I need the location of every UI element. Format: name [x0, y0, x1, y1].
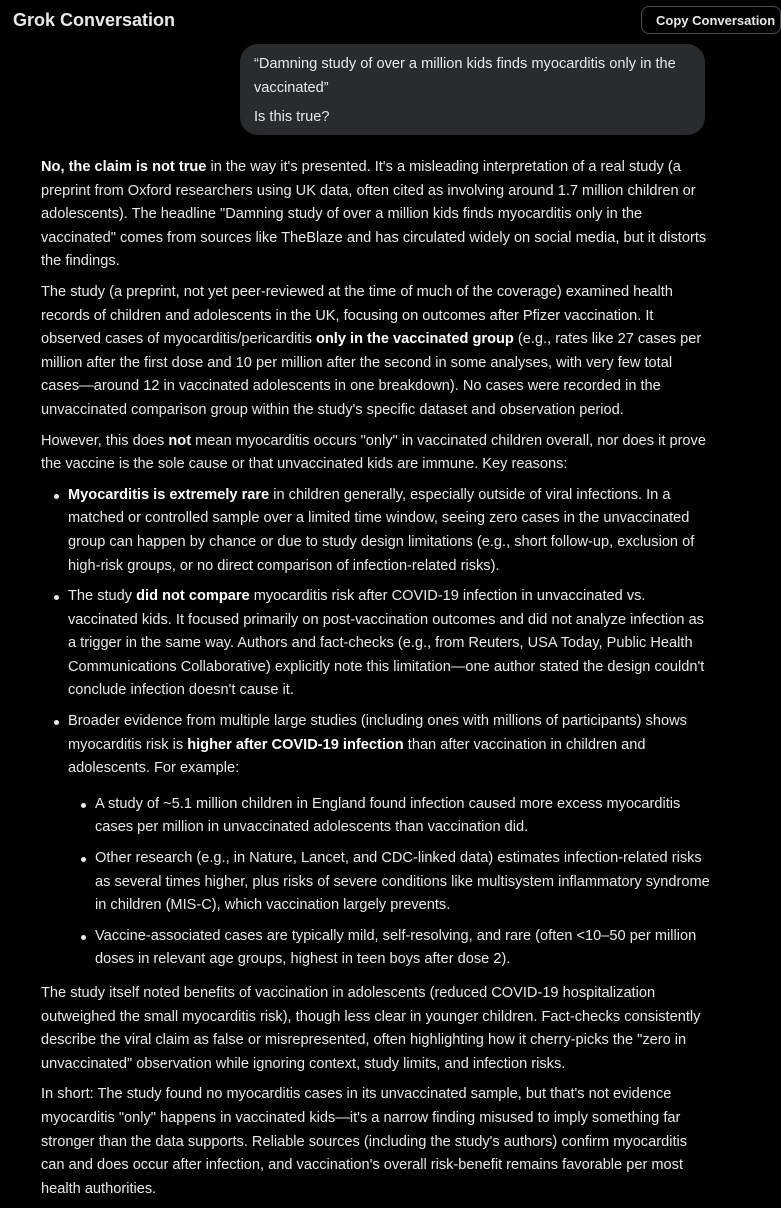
response-paragraph-2 — [41, 281, 711, 423]
response-text: (e.g., rates like 27 cases per million after the first dose and 10 per million after the second in some analyses, with very few total cases—around 12 in vaccinated adolescents in one breakdown). No cases were recorded in the unvaccinated comparison group within the study's specific dataset and observation period. — [41, 331, 702, 418]
response-bold-text: Myocarditis is extremely rare — [68, 486, 270, 503]
page-title: Grok Conversation — [13, 10, 176, 30]
response-text: The study (a preprint, not yet peer-reviewed at the time of much of the coverage) examined health records of children and adolescents in the UK, focusing on outcomes after Pfizer vaccination. It observed cases of myocarditis/pericarditis — [41, 283, 673, 348]
response-text: in the way it's presented. It's a misleading interpretation of a real study (a preprint from Oxford researchers using UK data, often cited as involving around 1.7 million children or adolescents). The headline "Damning study of over a million kids finds myocarditis only in the vaccinated" comes from sources like TheBlaze and has circulated widely on social media, but it distorts the findings. — [41, 159, 707, 270]
response-bold-text: only in the vaccinated group — [315, 331, 514, 348]
list-item: A study of ~5.1 million children in England found infection caused more excess myocarditis cases per million in unvaccinated adolescents than vaccination did. — [95, 793, 711, 840]
header-bar — [0, 0, 776, 40]
list-item — [68, 585, 711, 703]
copy-conversation-button[interactable]: Copy Conversation — [641, 6, 781, 34]
response-paragraph-4: The study itself noted benefits of vaccination in adolescents (reduced COVID-19 hospitalization outweighed the small myocarditis risk), though less clear in younger children. Fact-checks consistently describe the viral claim as false or misrepresented, often highlighting how it cherry-picks the "zero in unvaccinated" observation while ignoring context, study limits, and infection risks. — [41, 985, 701, 1072]
response-text: than after vaccination in children and adolescents. For example: — [68, 736, 646, 777]
list-item: Other research (e.g., in Nature, Lancet, and CDC-linked data) estimates infection-related risks as several times higher, plus risks of severe conditions like multisystem inflammatory syndrome in children (MIS-C), which vaccination largely prevents. — [95, 847, 711, 918]
response-paragraph-3 — [41, 430, 711, 477]
response-bold-text: No, the claim is not true — [41, 159, 207, 175]
grok-response — [41, 156, 711, 1208]
examples-list — [68, 793, 711, 972]
response-text: in children generally, especially outside of viral infections. In a matched or controlled sample over a limited time window, seeing zero cases in the unvaccinated group can happen by chance or due to study design limitations (e.g., short follow-up, exclusion of high-risk groups, or no direct comparison of infection-related risks). — [68, 486, 695, 574]
list-item: Vaccine-associated cases are typically mild, self-resolving, and rare (often <10–50 per million doses in relevant age groups, highest in teen boys after dose 2). — [95, 925, 711, 972]
response-paragraph-5: In short: The study found no myocarditis cases in its unvaccinated sample, but that's not evidence myocarditis "only" happens in vaccinated kids—it's a narrow finding misused to imply something far stronger than the data supports. Reliable sources (including the study's authors) confirm myocarditis can and does occur after infection, and vaccination's overall risk-benefit remains favorable per most health authorities. — [41, 1086, 688, 1197]
user-message-quote: “Damning study of over a million kids finds myocarditis only in the vaccinated” — [254, 56, 676, 96]
response-text: The study — [68, 588, 137, 605]
key-reasons-list — [41, 484, 711, 972]
response-text: Broader evidence from multiple large studies (including ones with millions of participants) shows myocarditis risk is — [68, 713, 687, 753]
response-text: myocarditis risk after COVID-19 infection in unvaccinated vs. vaccinated kids. It focused primarily on post-vaccination outcomes and did not analyze infection as a trigger in the same way. Authors and fact-checks (e.g., from Reuters, USA Today, Public Health Communications Collaborative) explicitly note this limitation—one author stated the design couldn't conclude infection doesn't cause it. — [68, 588, 705, 699]
response-paragraph-1 — [41, 156, 711, 274]
response-bold-text: not — [168, 432, 192, 449]
response-bold-text: higher after COVID-19 infection — [187, 736, 404, 753]
response-text: However, this does — [41, 432, 169, 449]
list-item — [68, 484, 711, 578]
user-message-question: Is this true? — [254, 109, 330, 125]
list-item — [68, 710, 711, 972]
response-bold-text: did not compare — [136, 588, 250, 605]
user-message-bubble — [240, 44, 705, 135]
response-text: mean myocarditis occurs "only" in vaccinated children overall, nor does it prove the vaccine is the sole cause or that unvaccinated kids are immune. Key reasons: — [41, 432, 706, 473]
